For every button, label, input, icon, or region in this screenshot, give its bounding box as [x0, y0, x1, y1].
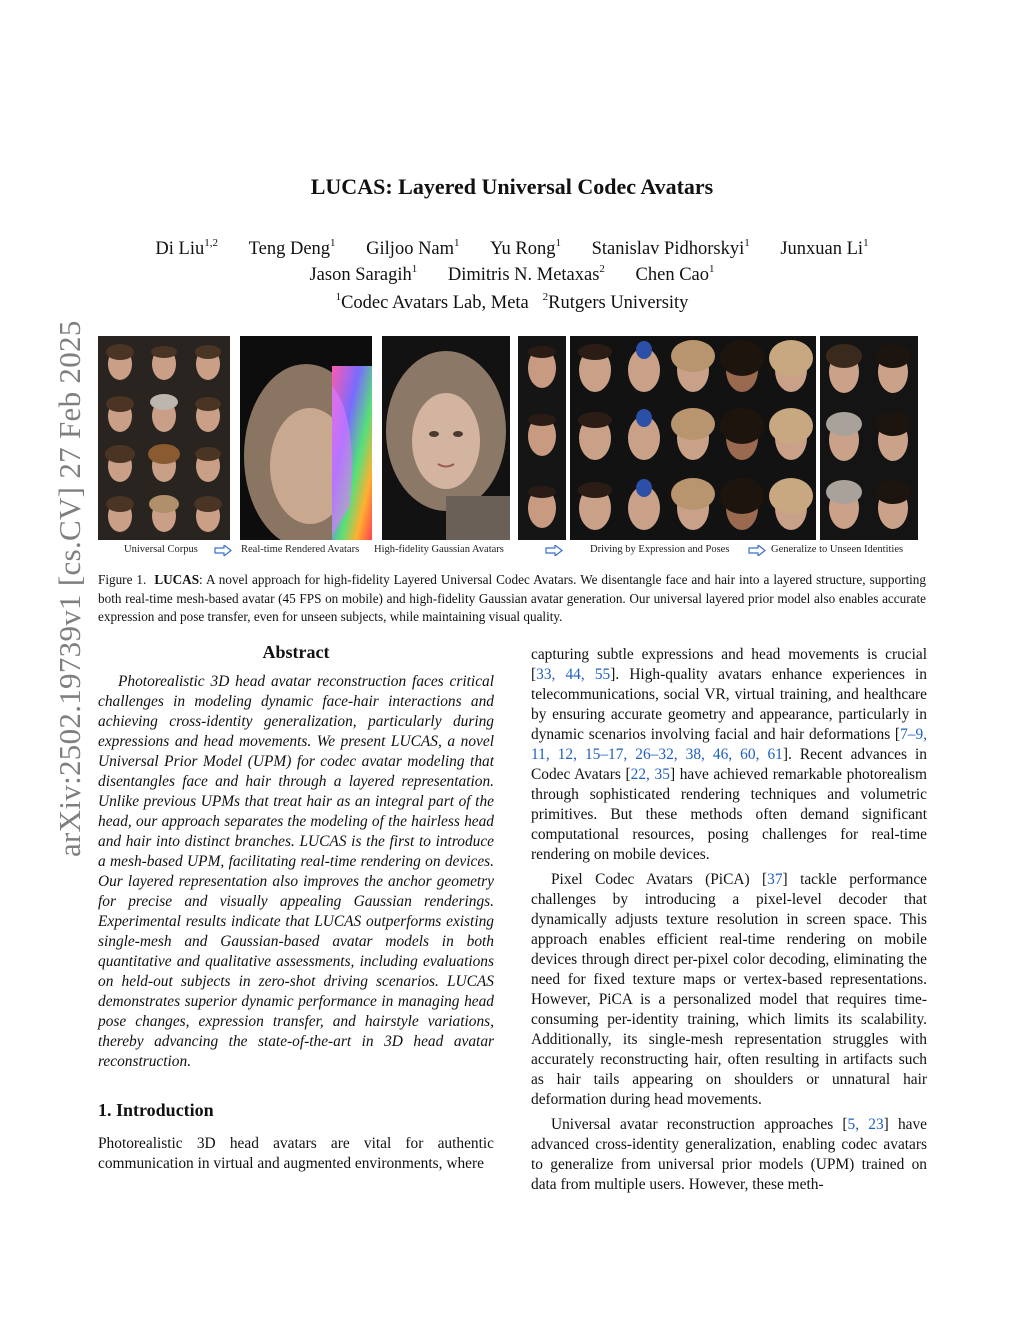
author: Dimitris N. Metaxas$^2$ [447, 263, 605, 285]
expression-driven-grid [570, 336, 816, 540]
abstract-text: Photorealistic 3D head avatar reconstruction faces critical challenges in modeling dynamic face-hair interactions and achieving cross-identity generalization, particularly during expressions and head movements. We present LUCAS, a novel Universal Prior Model (UPM) for codec avatar modeling that disentangles face and hair through a layered representation. Unlike previous UPMs that treat hair as an integral part of the head, our approach separates the modeling of the hairless head and hair into distinct branches. LUCAS is the first to introduce a mesh-based UPM, facilitating real-time rendering on devices. Our layered representation also improves the anchor geometry for precise and visually appealing Gaussian renderings. Experimental results indicate that LUCAS outperforms existing single-mesh and Gaussian-based avatar models in both quantitative and qualitative assessments, including evaluations on held-out subjects in zero-shot driving scenarios. LUCAS demonstrates superior dynamic performance in managing head pose changes, expression transfer, and hairstyle variations, thereby advancing the state-of-the-art in 3D head avatar reconstruction. [98, 673, 494, 1070]
unseen-identities-grid [820, 336, 918, 540]
intro-paragraph: Universal avatar reconstruction approaches [5, 23] have advanced cross-identity generalization, enabling codec avatars to generalize from universal prior models (UPM) trained on data from multiple users. However, these meth- [531, 1116, 928, 1193]
author: Chen Cao$^1$ [635, 263, 715, 285]
panel-label: Real-time Rendered Avatars [241, 544, 360, 555]
panel-label: High-fidelity Gaussian Avatars [374, 544, 504, 555]
right-column [531, 645, 927, 1195]
arxiv-identifier: arXiv:2502.19739v1 [cs.CV] 27 Feb 2025 [52, 320, 87, 857]
intro-paragraph: capturing subtle expressions and head movements is crucial [33, 44, 55]. High-quality avatars enhance experiences in telecommunications, social VR, virtual training, and healthcare by ensuring accurate geometry and appearance, particularly in dynamic scenarios involving facial and hair deformations [7–9, 11, 12, 15–17, 26–32, 38, 46, 60, 61]. Recent advances in Codec Avatars [22, 35] have achieved remarkable photorealism through sophisticated rendering techniques and volumetric primitives. But these methods often demand significant computational resources, posing challenges for real-time rendering on mobile devices. [531, 646, 928, 863]
panel-label: Driving by Expression and Poses [590, 544, 730, 555]
panel-label: Universal Corpus [124, 544, 198, 555]
author: Teng Deng$^1$ [248, 237, 336, 259]
author: Di Liu$^{1,2}$ [155, 237, 218, 259]
arrow-right-icon [214, 545, 232, 556]
arrow-right-icon [545, 545, 563, 556]
intro-paragraph: Pixel Codec Avatars (PiCA) [37] tackle performance challenges by introducing a pixel-level decoder that dynamically adjusts texture resolution in screen space. This approach enables efficient real-time rendering on mobile devices through direct per-pixel color decoding, eliminating the need for fixed texture maps or vertex-based representations. However, PiCA is a personalized model that requires time-consuming per-identity training, which limits its scalability. Additionally, its single-mesh representation struggles with accurately reconstructing hair, often resulting in artifacts such as hair tails appearing on shoulders or unnatural hair deformation during head movements. [531, 871, 927, 1108]
author: Jason Saragih$^1$ [309, 263, 418, 285]
gaussian-avatar-render [382, 336, 510, 540]
citation-link[interactable]: 5, 23 [847, 1116, 884, 1133]
figure-caption: Figure 1. LUCAS: A novel approach for high-fidelity Layered Universal Codec Avatars. We disentangle face and hair into a layered structure, supporting both real-time mesh-based avatar (45 FPS on mobile) and high-fidelity Gaussian avatar generation. Our universal layered prior model also enables accurate expression and pose transfer, even for unseen subjects, while maintaining visual quality. [98, 572, 926, 624]
arrow-right-icon [748, 545, 766, 556]
panel-label: Generalize to Unseen Identities [771, 544, 904, 555]
author: Yu Rong$^1$ [490, 237, 561, 259]
universal-corpus-grid [98, 336, 230, 540]
intro-paragraph: Photorealistic 3D head avatars are vital for authentic communication in virtual and augmented environments, where [98, 1135, 494, 1172]
author: Giljoo Nam$^1$ [366, 237, 460, 259]
citation-link[interactable]: 7–9, 11, 12, 15–17, 26–32, 38, 46, 60, 61 [531, 726, 927, 763]
paper-title: LUCAS: Layered Universal Codec Avatars [310, 174, 714, 199]
figure-1-image [98, 336, 918, 542]
abstract-heading: Abstract [262, 642, 330, 662]
author: Junxuan Li$^1$ [780, 237, 869, 259]
driving-source-column [518, 336, 566, 540]
author-list-line2 [0, 265, 1024, 286]
author-list-line1 [0, 239, 1024, 260]
affiliations: $^1$Codec Avatars Lab, Meta $^2$Rutgers University [335, 291, 689, 313]
citation-link[interactable]: 22, 35 [630, 766, 670, 783]
citation-link[interactable]: 33, 44, 55 [536, 666, 611, 683]
figure-panel-labels [98, 544, 918, 558]
realtime-avatar-render [240, 336, 372, 540]
section-heading: 1. Introduction [98, 1100, 214, 1120]
citation-link[interactable]: 37 [767, 871, 783, 888]
author: Stanislav Pidhorskyi$^1$ [591, 237, 750, 259]
left-column [98, 642, 494, 1174]
